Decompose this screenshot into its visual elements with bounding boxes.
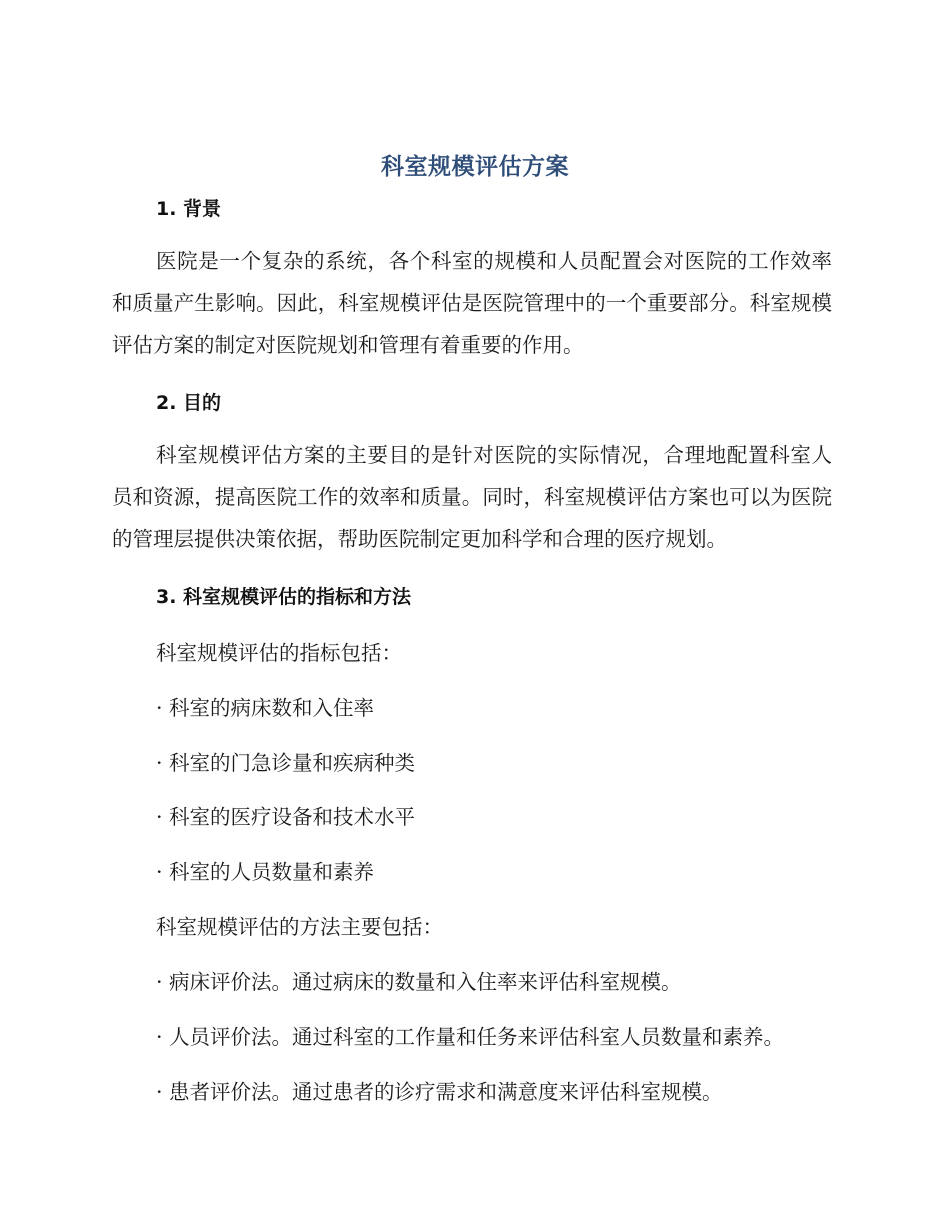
- list-item: · 科室的医疗设备和技术水平: [156, 805, 416, 829]
- indicators-intro: 科室规模评估的指标包括：: [156, 641, 402, 665]
- section-heading-purpose: 2. 目的: [156, 392, 222, 414]
- list-item: · 科室的门急诊量和疾病种类: [156, 751, 416, 775]
- list-item: · 患者评价法。通过患者的诊疗需求和满意度来评估科室规模。: [156, 1080, 723, 1104]
- section-paragraph-background: 医院是一个复杂的系统，各个科室的规模和人员配置会对医院的工作效率和质量产生影响。因此，科室规模评估是医院管理中的一个重要部分。科室规模评估方案的制定对医院规划和管理有着重要的作用。: [112, 249, 832, 357]
- list-item: · 病床评价法。通过病床的数量和入住率来评估科室规模。: [156, 970, 682, 994]
- section-heading-indicators-methods: 3. 科室规模评估的指标和方法: [156, 586, 412, 608]
- section-paragraph-purpose: 科室规模评估方案的主要目的是针对医院的实际情况，合理地配置科室人员和资源，提高医院工作的效率和质量。同时，科室规模评估方案也可以为医院的管理层提供决策依据，帮助医院制定更加科学和合理的医疗规划。: [112, 443, 832, 551]
- section-heading-background: 1. 背景: [156, 198, 222, 220]
- methods-intro: 科室规模评估的方法主要包括：: [156, 915, 443, 939]
- list-item: · 科室的人员数量和素养: [156, 860, 375, 884]
- list-item: · 科室的病床数和入住率: [156, 696, 375, 720]
- list-item: · 人员评价法。通过科室的工作量和任务来评估科室人员数量和素养。: [156, 1025, 785, 1049]
- document-title: 科室规模评估方案: [381, 154, 569, 180]
